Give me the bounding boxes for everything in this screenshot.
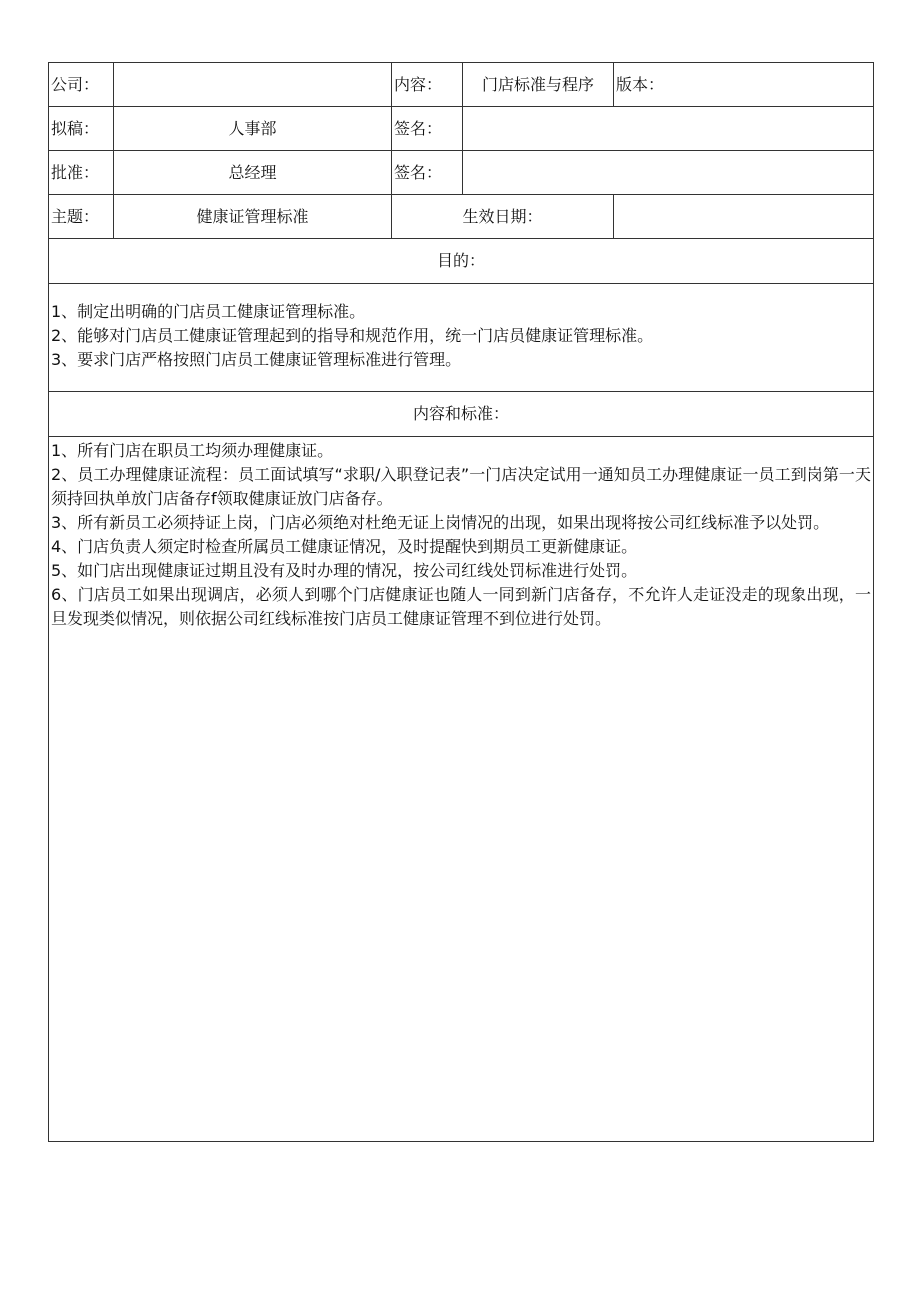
version-label: 版本： <box>614 63 874 107</box>
subject-value: 健康证管理标准 <box>114 195 392 239</box>
purpose-item: 1、制定出明确的门店员工健康证管理标准。 <box>51 302 366 321</box>
standard-item: 5、如门店出现健康证过期且没有及时办理的情况，按公司红线处罚标准进行处罚。 <box>51 561 638 580</box>
standard-item: 2、员工办理健康证流程：员工面试填写“求职/入职登记表”一门店决定试用一通知员工办理健康证一员工到岗第一天须持回执单放门店备存f领取健康证放门店备存。 <box>51 465 871 508</box>
drafted-sign-value <box>463 107 874 151</box>
standards-body-row <box>49 437 874 1142</box>
approved-value: 总经理 <box>114 151 392 195</box>
purpose-heading-row <box>49 239 874 284</box>
drafted-label: 拟稿： <box>49 107 114 151</box>
drafted-value: 人事部 <box>114 107 392 151</box>
standard-item: 3、所有新员工必须持证上岗，门店必须绝对杜绝无证上岗情况的出现，如果出现将按公司红线标准予以处罚。 <box>51 513 830 532</box>
subject-row <box>49 195 874 239</box>
content-label: 内容： <box>392 63 463 107</box>
purpose-heading: 目的： <box>49 239 874 284</box>
standards-heading: 内容和标准： <box>49 392 874 437</box>
standard-item: 4、门店负责人须定时检查所属员工健康证情况，及时提醒快到期员工更新健康证。 <box>51 537 638 556</box>
standard-item: 6、门店员工如果出现调店，必须人到哪个门店健康证也随人一同到新门店备存，不允许人走证没走的现象出现，一旦发现类似情况，则依据公司红线标准按门店员工健康证管理不到位进行处罚。 <box>51 585 871 628</box>
standard-form <box>48 62 874 1142</box>
company-value <box>114 63 392 107</box>
purpose-body-row <box>49 284 874 392</box>
company-row <box>49 63 874 107</box>
standards-heading-row <box>49 392 874 437</box>
purpose-item: 3、要求门店严格按照门店员工健康证管理标准进行管理。 <box>51 350 462 369</box>
drafted-row <box>49 107 874 151</box>
content-value: 门店标准与程序 <box>463 63 614 107</box>
effective-date-value <box>614 195 874 239</box>
standards-list <box>49 437 874 1142</box>
approved-row <box>49 151 874 195</box>
drafted-sign-label: 签名： <box>392 107 463 151</box>
company-label: 公司： <box>49 63 114 107</box>
purpose-list <box>49 284 874 392</box>
purpose-item: 2、能够对门店员工健康证管理起到的指导和规范作用，统一门店员健康证管理标准。 <box>51 326 654 345</box>
approved-sign-value <box>463 151 874 195</box>
standard-item: 1、所有门店在职员工均须办理健康证。 <box>51 441 334 460</box>
subject-label: 主题： <box>49 195 114 239</box>
approved-label: 批准： <box>49 151 114 195</box>
approved-sign-label: 签名： <box>392 151 463 195</box>
effective-date-label: 生效日期： <box>392 195 614 239</box>
